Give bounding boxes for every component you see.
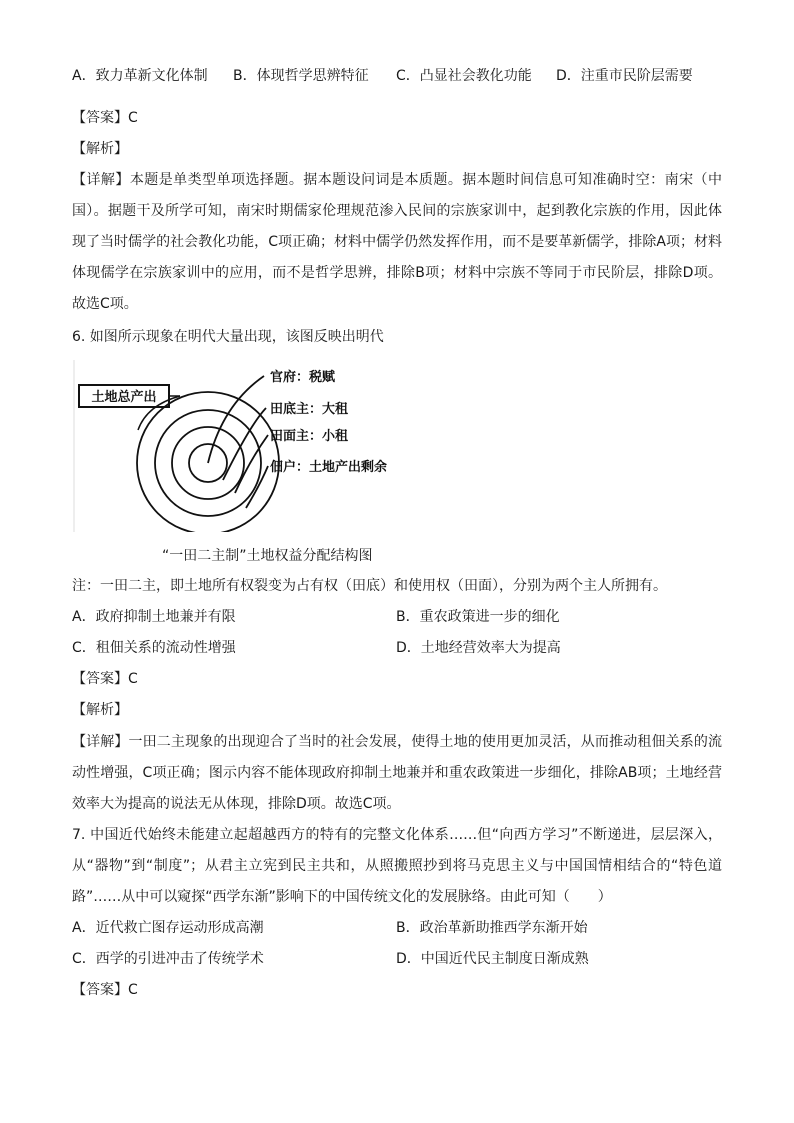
- q5-analysis-label: 【解析】: [72, 141, 128, 157]
- q7-option-b: B．政治革新助推西学东渐开始: [396, 920, 588, 936]
- q7-answer: 【答案】C: [72, 982, 138, 998]
- q7-option-c: C．西学的引进冲击了传统学术: [72, 951, 264, 967]
- total-output-label: 土地总产出: [91, 390, 157, 405]
- q6-option-b: B．重农政策进一步的细化: [396, 609, 560, 625]
- q5-option-b: B．体现哲学思辨特征: [233, 68, 369, 84]
- label-subsoil-owner: 田底主：大租: [270, 402, 349, 417]
- q6-analysis-label: 【解析】: [72, 702, 128, 718]
- label-tenant-surplus: 佃户：土地产出剩余: [270, 460, 388, 475]
- q7-stem: 7. 中国近代始终未能建立起超越西方的特有的完整文化体系……但“向西方学习”不断递进，层层深入，从“器物”到“制度”；从君主立宪到民主共和，从照搬照抄到将马克思主义与中国国情相结合的“特色道路”……从中可以窥探“西学东渐”影响下的中国传统文化的发展脉络。由此可知（ ）: [72, 827, 722, 905]
- q5-option-c: C．凸显社会教化功能: [396, 68, 532, 84]
- q5-option-a: A．致力革新文化体制: [72, 68, 208, 84]
- q6-answer: 【答案】C: [72, 671, 138, 687]
- q6-detail: 【详解】一田二主现象的出现迎合了当时的社会发展，使得土地的使用更加灵活，从而推动租佃关系的流动性增强，C项正确；图示内容不能体现政府抑制土地兼并和重农政策进一步细化，排除AB项；土地经营效率大为提高的说法无从体现，排除D项。故选C项。: [72, 734, 722, 812]
- diagram-caption: “一田二主制”土地权益分配结构图: [162, 548, 373, 564]
- q5-option-d: D．注重市民阶层需要: [556, 68, 693, 84]
- q7-option-d: D．中国近代民主制度日渐成熟: [396, 951, 589, 967]
- q5-answer: 【答案】C: [72, 110, 138, 126]
- land-rights-diagram: [72, 360, 432, 532]
- q6-stem: 6. 如图所示现象在明代大量出现，该图反映出明代: [72, 329, 384, 345]
- q6-option-c: C．租佃关系的流动性增强: [72, 640, 236, 656]
- q6-note: 注：一田二主，即土地所有权裂变为占有权（田底）和使用权（田面），分别为两个主人所拥有。: [72, 578, 667, 594]
- q6-option-d: D．土地经营效率大为提高: [396, 640, 561, 656]
- q6-option-a: A．政府抑制土地兼并有限: [72, 609, 236, 625]
- q5-detail: 【详解】本题是单类型单项选择题。据本题设问词是本质题。据本题时间信息可知准确时空：南宋（中国）。据题干及所学可知，南宋时期儒家伦理规范渗入民间的宗族家训中，起到教化宗族的作用，因此体现了当时儒学的社会教化功能，C项正确；材料中儒学仍然发挥作用，而不是要革新儒学，排除A项；材料体现儒学在宗族家训中的应用，而不是哲学思辨，排除B项；材料中宗族不等同于市民阶层，排除D项。故选C项。: [72, 172, 722, 312]
- label-government-tax: 官府：税赋: [270, 370, 336, 385]
- q7-option-a: A．近代救亡图存运动形成高潮: [72, 920, 264, 936]
- label-topsoil-owner: 田面主：小租: [270, 429, 349, 444]
